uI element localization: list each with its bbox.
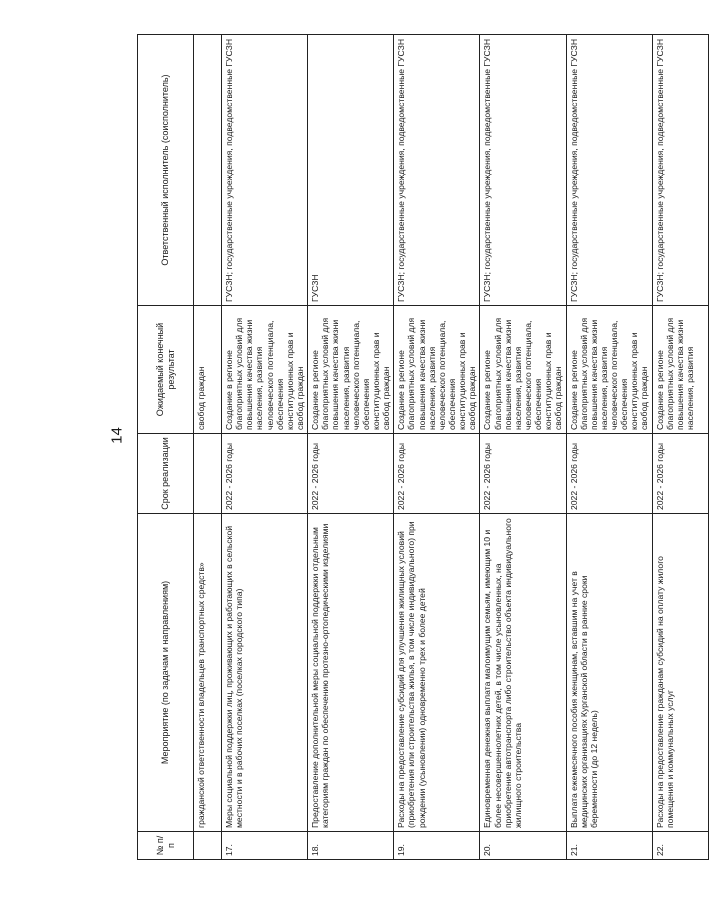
cell-result: Создание в регионе благоприятных условий для повышения качества жизни населения, развития человеческого потенциала, обеспечения конституционных прав и свобод граждан [394, 306, 480, 434]
cell-period: 2022 - 2026 годы [308, 434, 394, 514]
measures-table [137, 34, 709, 860]
cell-period: 2022 - 2026 годы [566, 434, 652, 514]
cell-num: 17. [222, 832, 308, 860]
cell-result: Создание в регионе благоприятных условий для повышения качества жизни населения, развития человеческого потенциала, обеспечения конституционных прав и свобод граждан [222, 306, 308, 434]
cell-num [194, 832, 222, 860]
cell-period: 2022 - 2026 годы [394, 434, 480, 514]
cell-period: 2022 - 2026 годы [480, 434, 566, 514]
cell-result: Создание в регионе благоприятных условий для повышения качества жизни населения, развития [652, 306, 708, 434]
header-period: Срок реализации [138, 434, 194, 514]
table-row [566, 35, 652, 860]
table-row [394, 35, 480, 860]
cell-executor: ГУСЗН; государственные учреждения, подведомственные ГУСЗН [222, 35, 308, 306]
cell-result: Создание в регионе благоприятных условий для повышения качества жизни населения, развития человеческого потенциала, обеспечения конституционных прав и свобод граждан [308, 306, 394, 434]
cell-executor: ГУСЗН; государственные учреждения, подведомственные ГУСЗН [652, 35, 708, 306]
cell-executor: ГУСЗН; государственные учреждения, подведомственные ГУСЗН [566, 35, 652, 306]
cell-num: 18. [308, 832, 394, 860]
cell-num: 22. [652, 832, 708, 860]
header-row [138, 35, 194, 860]
table-row [222, 35, 308, 860]
cell-result: Создание в регионе благоприятных условий для повышения качества жизни населения, развития человеческого потенциала, обеспечения конституционных прав и свобод граждан [480, 306, 566, 434]
header-executor: Ответственный исполнитель (соисполнитель) [138, 35, 194, 306]
cell-num: 19. [394, 832, 480, 860]
cell-period: 2022 - 2026 годы [652, 434, 708, 514]
rotated-table-container [137, 35, 696, 860]
header-measure: Мероприятие (по задачам и направлениям) [138, 514, 194, 832]
header-result: Ожидаемый конечный результат [138, 306, 194, 434]
header-num: № п/п [138, 832, 194, 860]
cell-measure: гражданской ответственности владельцев транспортных средств» [194, 514, 222, 832]
page-number: 14 [108, 427, 126, 444]
table-row [480, 35, 566, 860]
cell-num: 20. [480, 832, 566, 860]
cell-measure: Выплата ежемесячного пособия женщинам, вставшим на учет в медицинских организациях Курганской области в ранние сроки беременности (до 12 недель) [566, 514, 652, 832]
cell-measure: Предоставление дополнительной меры социальной поддержки отдельным категориям граждан по обеспечению протезно-ортопедическими изделиями [308, 514, 394, 832]
cell-measure: Меры социальной поддержки лиц, проживающих и работающих в сельской местности и в рабочих поселках (поселках городского типа) [222, 514, 308, 832]
cell-measure: Единовременная денежная выплата малоимущим семьям, имеющим 10 и более несовершеннолетних детей, в том числе усыновленных, на приобретение автотранспорта либо строительство объекта индивидуального жилищного строительства [480, 514, 566, 832]
table-row-continuation [194, 35, 222, 860]
table-row [652, 35, 708, 860]
cell-executor [194, 35, 222, 306]
cell-executor: ГУСЗН [308, 35, 394, 306]
cell-result: свобод граждан [194, 306, 222, 434]
cell-num: 21. [566, 832, 652, 860]
table-row [308, 35, 394, 860]
cell-measure: Расходы на предоставление гражданам субсидий на оплату жилого помещения и коммунальных услуг [652, 514, 708, 832]
cell-period [194, 434, 222, 514]
cell-executor: ГУСЗН; государственные учреждения, подведомственные ГУСЗН [480, 35, 566, 306]
cell-result: Создание в регионе благоприятных условий для повышения качества жизни населения, развития человеческого потенциала, обеспечения конституционных прав и свобод граждан [566, 306, 652, 434]
cell-period: 2022 - 2026 годы [222, 434, 308, 514]
cell-executor: ГУСЗН; государственные учреждения, подведомственные ГУСЗН [394, 35, 480, 306]
cell-measure: Расходы на предоставление субсидий для улучшения жилищных условий (приобретения или строительства жилья, в том числе индивидуального) при рождении (усыновлении) одновременно трех и более детей [394, 514, 480, 832]
